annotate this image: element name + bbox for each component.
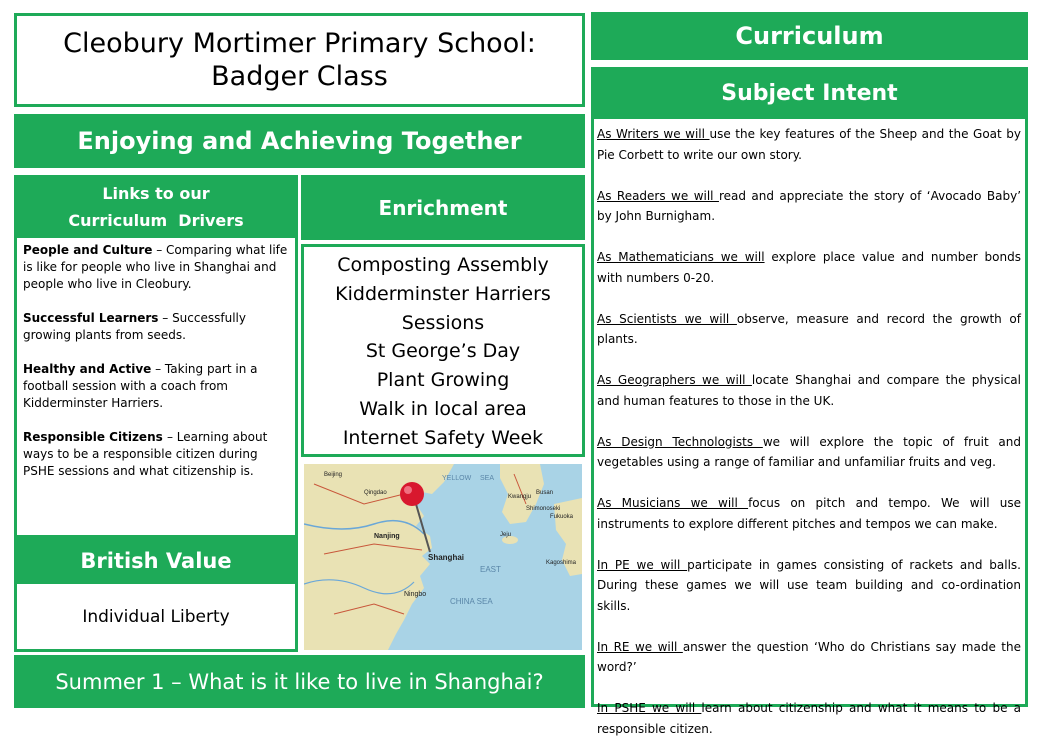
map-label: Ningbo	[404, 591, 427, 598]
intent-text: use the key features of the Sheep and the Goat by Pie Corbett to write our own story.	[597, 127, 1021, 162]
intent-text: answer the question ‘Who do Christians say made the word?’	[597, 639, 1021, 674]
intent-item	[597, 370, 1021, 411]
intent-item	[597, 555, 1021, 617]
intent-item	[597, 247, 1021, 288]
map-label: Kwangju	[508, 494, 532, 500]
shanghai-map-image	[304, 464, 582, 650]
topic-banner: Summer 1 – What is it like to live in Shanghai?	[14, 655, 585, 708]
map-label: Shanghai	[428, 553, 465, 562]
driver-item	[23, 361, 291, 412]
driver-item	[23, 429, 291, 480]
driver-title: People and Culture	[23, 243, 153, 257]
intent-text: locate Shanghai and compare the physical and human features to those in the UK.	[597, 373, 1021, 408]
driver-item	[23, 242, 291, 293]
intent-item	[597, 124, 1021, 165]
map-label: SEA	[480, 475, 495, 482]
intent-lead: In PSHE we will	[597, 701, 702, 715]
school-title	[14, 13, 585, 107]
intent-text: we will explore the topic of fruit and vegetables using a range of familiar and unfamiliar fruits and veg.	[597, 434, 1021, 469]
driver-text: – Comparing what life is like for people who live in Shanghai and people who live in Cleobury.	[23, 243, 288, 291]
intent-item	[597, 637, 1021, 678]
curriculum-heading: Curriculum	[591, 12, 1028, 60]
enrichment-item: Plant Growing	[376, 369, 510, 392]
map-label: Kagoshima	[546, 560, 577, 566]
intent-text: observe, measure and record the growth of plants.	[597, 311, 1021, 346]
map-illustration	[304, 464, 582, 650]
map-label: CHINA SEA	[450, 597, 493, 606]
intent-lead: As Musicians we will	[597, 496, 749, 510]
intent-text: explore place value and number bonds with numbers 0-20.	[597, 250, 1021, 285]
school-title-line2: Badger Class	[211, 61, 388, 92]
subject-intent-list	[591, 119, 1028, 736]
motto-banner: Enjoying and Achieving Together	[14, 114, 585, 168]
map-label: YELLOW	[442, 475, 472, 482]
british-value-heading: British Value	[14, 538, 298, 584]
driver-item	[23, 310, 291, 344]
drivers-heading	[14, 175, 298, 238]
map-label: Fukuoka	[550, 514, 574, 520]
school-title-line1: Cleobury Mortimer Primary School:	[63, 28, 536, 59]
intent-lead: In PE we will	[597, 557, 688, 572]
british-value-text: Individual Liberty	[14, 584, 298, 652]
map-label: Shimonoseki	[526, 506, 561, 512]
intent-text: participate in games consisting of rackets and balls. During these games we will use team building and co-ordination skills.	[597, 557, 1021, 613]
intent-item	[597, 698, 1021, 739]
map-label: Jeju	[500, 532, 512, 538]
enrichment-item: Walk in local area	[359, 397, 527, 420]
driver-text: – Successfully growing plants from seeds.	[23, 311, 246, 342]
intent-lead: As Scientists we will	[597, 311, 737, 326]
enrichment-list	[301, 244, 585, 457]
intent-item	[597, 309, 1021, 350]
map-label: Beijing	[324, 472, 343, 478]
intent-item	[597, 493, 1021, 534]
enrichment-item: Sessions	[401, 311, 485, 334]
enrichment-item: Kidderminster Harriers	[335, 282, 551, 305]
driver-title: Responsible Citizens	[23, 430, 167, 444]
driver-title: Successful Learners	[23, 311, 159, 325]
driver-title: Healthy and Active	[23, 362, 152, 376]
drivers-heading-line1: Links to our	[102, 183, 210, 203]
intent-text: learn about citizenship and what it means to be a responsible citizen.	[597, 701, 1021, 736]
intent-lead: As Readers we will	[597, 188, 719, 203]
driver-text: – Taking part in a football session with a coach from Kidderminster Harriers.	[23, 362, 258, 410]
drivers-heading-line2: Curriculum Drivers	[68, 210, 244, 230]
intent-text: focus on pitch and tempo. We will use instruments to explore different pitches and tempos we can make.	[597, 496, 1022, 531]
enrichment-item: Composting Assembly	[337, 254, 549, 276]
intent-item	[597, 432, 1021, 473]
drivers-list	[14, 238, 298, 538]
intent-item	[597, 186, 1021, 227]
intent-text: read and appreciate the story of ‘Avocado Baby’ by John Burnigham.	[597, 188, 1022, 223]
intent-lead: As Writers we will	[597, 127, 710, 141]
map-label: Nanjing	[374, 533, 400, 540]
map-pin-icon	[400, 482, 424, 506]
intent-lead: As Mathematicians we will	[597, 250, 765, 264]
map-label: Busan	[536, 490, 554, 496]
intent-lead: As Design Technologists	[597, 434, 763, 449]
enrichment-heading: Enrichment	[301, 175, 585, 240]
subject-intent-heading: Subject Intent	[591, 67, 1028, 119]
enrichment-item: Internet Safety Week	[342, 426, 544, 449]
intent-lead: As Geographers we will	[597, 373, 752, 387]
enrichment-item: St George’s Day	[365, 340, 521, 363]
intent-lead: In RE we will	[597, 639, 683, 654]
map-label: Qingdao	[364, 490, 387, 496]
map-label: EAST	[480, 565, 501, 574]
driver-text: – Learning about ways to be a responsible citizen during PSHE sessions and what citizenship is.	[23, 430, 268, 478]
